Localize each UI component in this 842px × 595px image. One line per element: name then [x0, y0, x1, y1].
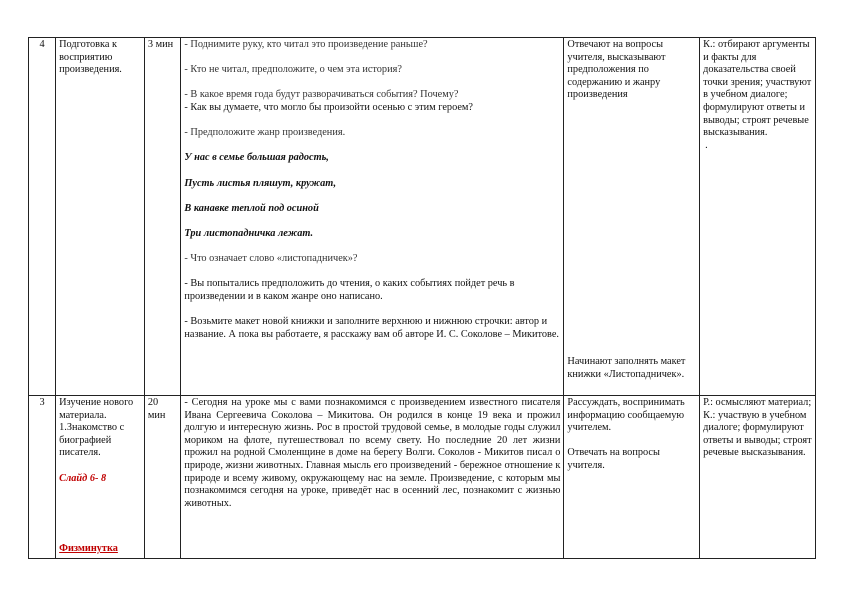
- student-text: Отвечают на вопросы учителя, высказывают предположения по содержанию и жанру произведения: [567, 39, 666, 101]
- poem-line: Пусть листья пляшут, кружат,: [184, 177, 337, 189]
- physical-break: Физминутка: [59, 543, 118, 554]
- student-text: Рассуждать, воспринимать информацию сообщаемую учителем.: [567, 397, 685, 434]
- poem-line: Три листопадничка лежат.: [184, 227, 314, 239]
- stage-name-cell: [56, 396, 145, 559]
- slide-ref: Слайд 6- 8: [59, 472, 107, 484]
- table-row: [29, 38, 816, 396]
- teacher-line: - В какое время года будут разворачиваться события? Почему?: [184, 89, 459, 101]
- teacher-line: - Поднимите руку, кто читал это произведение раньше?: [184, 39, 428, 50]
- student-text: Отвечать на вопросы учителя.: [567, 447, 660, 471]
- uud-text: Р.: осмысляют материал; К.: участвую в учебном диалоге; формулируют ответы и выводы; строят речевые высказывания.: [700, 396, 816, 559]
- teacher-line: - Предположите жанр произведения.: [184, 127, 346, 139]
- teacher-line: - Вы попытались предположить до чтения, о каких событиях пойдет речь в произведении и в каком жанре оно написано.: [184, 278, 515, 302]
- teacher-line: - Кто не читал, предположите, о чем эта история?: [184, 64, 402, 76]
- step-number: 4: [29, 38, 56, 396]
- uud-dot: .: [705, 139, 708, 151]
- uud-text: К.: отбирают аргументы и факты для доказательства своей точки зрения; участвуют в учебном диалоге; формулируют ответы и выводы; строят речевые высказывания.: [703, 39, 812, 139]
- student-activity: [564, 396, 700, 559]
- duration: 20 мин: [144, 396, 181, 559]
- step-number: 3: [29, 396, 56, 559]
- teacher-activity: - Сегодня на уроке мы с вами познакомимся с произведением известного писателя Ивана Сергеевича Соколова – Микитова. Он родился в конце 19 века и прожил долгую и интересную жизнь. Рос в простой трудовой семье, в молодые годы служил мориком на флоте, путешествовал по всему свету. Но последние 20 лет жизни прожил на родной Смоленщине в доме на берегу Волги. Соколов - Микитов писал о природе, жизни животных. Главная мысль его произведений - бережное отношение к природе и всему живому, окружающему нас на земле. Произведение, с которым мы познакомимся сегодня на уроке, приведёт нас в осенний лес, познакомит с жизнью животных.: [181, 396, 564, 559]
- teacher-line: - Как вы думаете, что могло бы произойти осенью с этим героем?: [184, 101, 474, 113]
- uud-column: [700, 38, 816, 396]
- teacher-activity: [181, 38, 564, 396]
- student-text: Начинают заполнять макет книжки «Листопадничек».: [567, 356, 686, 380]
- lesson-plan-table: [28, 37, 816, 559]
- table-row: [29, 396, 816, 559]
- duration: 3 мин: [144, 38, 181, 396]
- teacher-line: - Что означает слово «листопадничек»?: [184, 253, 358, 265]
- teacher-line: - Возьмите макет новой книжки и заполните верхнюю и нижнюю строчки: автор и название. А пока вы работаете, я расскажу вам об авторе И. С. Соколове – Микитове.: [184, 316, 559, 340]
- poem-line: У нас в семье большая радость,: [184, 152, 329, 164]
- student-activity: [564, 38, 700, 396]
- stage-name: Изучение нового материала. 1.Знакомство с биографией писателя.: [59, 397, 134, 459]
- stage-name: Подготовка к восприятию произведения.: [56, 38, 145, 396]
- poem-line: В канавке теплой под осиной: [184, 202, 319, 214]
